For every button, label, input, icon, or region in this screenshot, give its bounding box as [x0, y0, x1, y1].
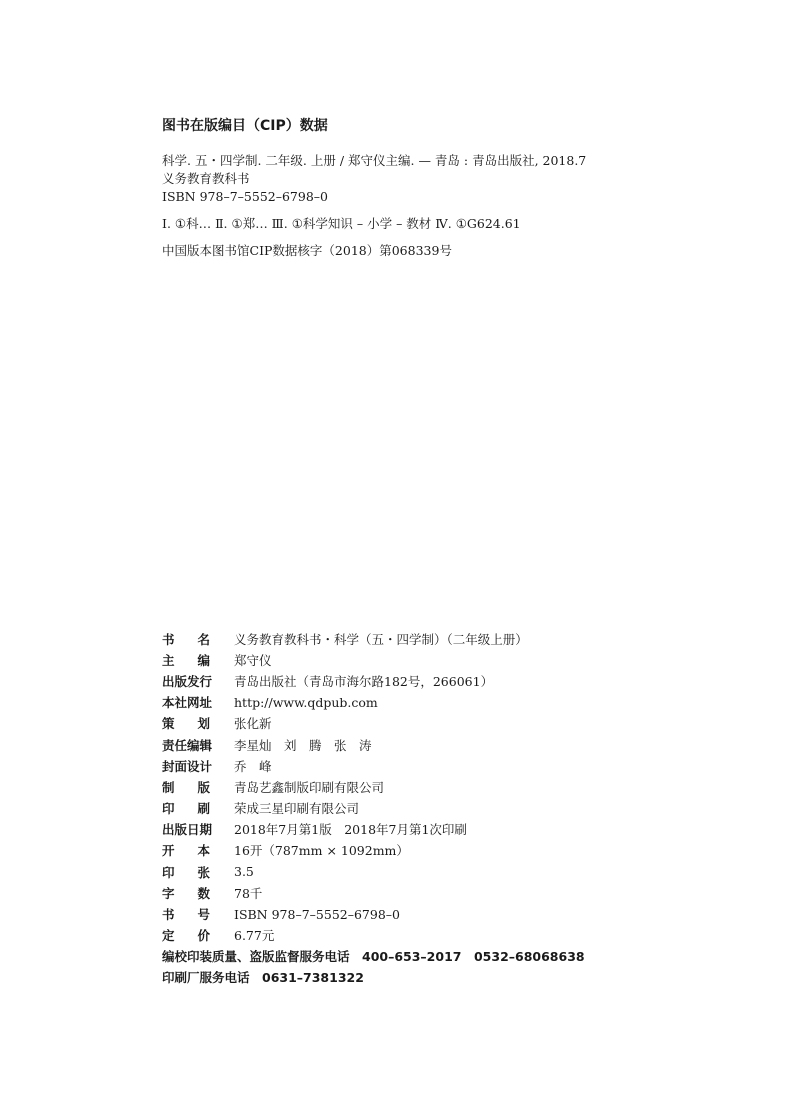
info-value: 义务教育教科书・科学（五・四学制）（二年级上册）	[234, 631, 528, 647]
info-label: 定 价	[162, 928, 210, 944]
info-value: ISBN 978–7–5552–6798–0	[234, 906, 400, 922]
info-row-book-name	[162, 628, 762, 649]
info-row-price	[162, 925, 762, 946]
info-value: http://www.qdpub.com	[234, 694, 378, 710]
cip-line-record-number: 中国版本图书馆CIP数据核字（2018）第068339号	[162, 243, 452, 258]
info-label: 制 版	[162, 779, 210, 795]
info-value: 6.77元	[234, 928, 275, 944]
info-label: 主 编	[162, 652, 210, 668]
info-row-plate-making	[162, 776, 762, 797]
cip-line-classification: Ⅰ. ①科… Ⅱ. ①郑… Ⅲ. ①科学知识 – 小学 – 教材 Ⅳ. ①G624.61	[162, 216, 521, 231]
info-label: 字 数	[162, 885, 210, 901]
info-value: 郑守仪	[234, 652, 272, 668]
info-row-format	[162, 840, 762, 861]
info-label: 书 名	[162, 631, 210, 647]
info-row-publication-date	[162, 819, 762, 840]
info-value: 荣成三星印刷有限公司	[234, 801, 360, 817]
info-label: 责任编辑	[162, 737, 213, 753]
info-value: 16开（787mm × 1092mm）	[234, 843, 409, 859]
info-value: 78千	[234, 885, 263, 901]
info-value: 李星灿 刘 腾 张 涛	[234, 737, 372, 753]
info-value: 2018年7月第1版 2018年7月第1次印刷	[234, 822, 467, 838]
info-row-responsible-editor	[162, 734, 762, 755]
info-label: 本社网址	[162, 695, 213, 711]
info-label: 出版日期	[162, 822, 213, 838]
cip-title: 图书在版编目（CIP）数据	[162, 118, 328, 134]
info-row-printer	[162, 798, 762, 819]
info-row-editor	[162, 649, 762, 670]
info-value: 张化新	[234, 716, 272, 732]
info-row-cover-design	[162, 755, 762, 776]
cip-line-title: 科学. 五・四学制. 二年级. 上册 / 郑守仪主编. — 青岛 : 青岛出版社, 2018.7	[162, 153, 587, 168]
info-label: 书 号	[162, 907, 210, 923]
info-label: 封面设计	[162, 758, 213, 774]
info-row-publisher	[162, 670, 762, 691]
info-row-word-count	[162, 882, 762, 903]
cip-block	[162, 117, 762, 260]
info-row-sheets	[162, 861, 762, 882]
info-label: 印 张	[162, 864, 210, 880]
info-label: 印 刷	[162, 801, 210, 817]
info-label: 出版发行	[162, 673, 213, 689]
info-row-isbn	[162, 903, 762, 924]
quality-hotline: 编校印装质量、盗版监督服务电话 400–653–2017 0532–68068638	[162, 948, 585, 964]
info-value: 乔 峰	[234, 758, 272, 774]
info-row-planner	[162, 713, 762, 734]
info-label: 策 划	[162, 716, 210, 732]
info-row-website	[162, 692, 762, 713]
cip-line-isbn: ISBN 978–7–5552–6798–0	[162, 189, 328, 204]
info-value: 青岛艺鑫制版印刷有限公司	[234, 779, 385, 795]
info-value: 青岛出版社（青岛市海尔路182号，266061）	[234, 673, 494, 689]
print-service-hotline: 印刷厂服务电话 0631–7381322	[162, 970, 364, 985]
cip-line-series: 义务教育教科书	[162, 171, 250, 186]
info-label: 开 本	[162, 843, 210, 859]
publication-info	[162, 628, 762, 988]
info-value: 3.5	[234, 864, 254, 880]
